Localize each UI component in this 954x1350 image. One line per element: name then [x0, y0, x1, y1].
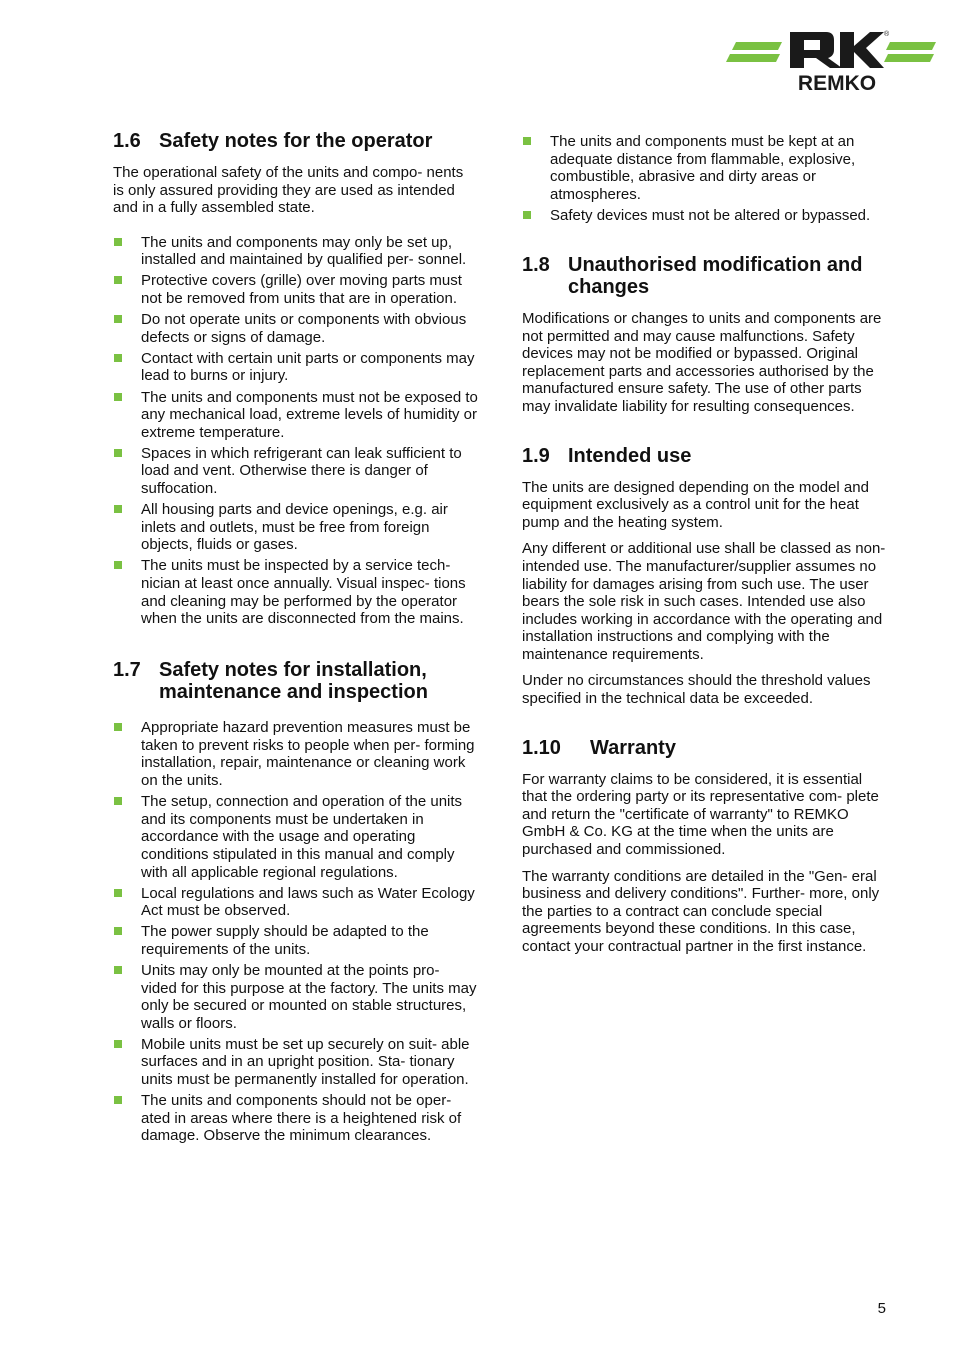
section-number: 1.9 [522, 444, 550, 467]
section-number: 1.8 [522, 253, 550, 276]
list-item: Contact with certain unit parts or components may lead to burns or injury. [113, 350, 478, 385]
remko-logo [724, 28, 938, 94]
list-item: Safety devices must not be altered or bypassed. [522, 207, 890, 225]
list-item: The units and components must be kept at an adequate distance from flammable, explosive, combustible, abrasive and dirty areas or atmospheres. [522, 133, 890, 203]
list-item: The power supply should be adapted to the requirements of the units. [113, 923, 478, 958]
list-item: The units and components should not be oper- ated in areas where there is a heightened risk of damage. Observe the minimum clearances. [113, 1092, 478, 1145]
bullet-icon [114, 276, 122, 284]
bullet-icon [114, 927, 122, 935]
remko-logo-graphic [724, 28, 938, 94]
paragraph: Any different or additional use shall be classed as non-intended use. The manufacturer/supplier assumes no liability for damages arising from such use. The user bears the sole risk in such cases. Intended use also includes working in accordance with the operating and installation instructions and complying with the maintenance requirements. [522, 540, 886, 663]
bullet-icon [114, 449, 122, 457]
section-number: 1.10 [522, 736, 561, 759]
paragraph: Modifications or changes to units and components are not permitted and may cause malfunctions. Safety devices may not be modified or bypassed. Original replacement parts and accessories authorised by the manufactured ensure safety. The use of other parts may invalidate liability for resulting consequences. [522, 309, 882, 415]
logo-text: REMKO [797, 72, 877, 94]
section-number: 1.7 [113, 659, 141, 682]
list-item: All housing parts and device openings, e.g. air inlets and outlets, must be free from foreign objects, fluids or gases. [113, 501, 478, 554]
bullet-icon [523, 137, 531, 145]
bullet-list [113, 719, 478, 1145]
list-item: Local regulations and laws such as Water Ecology Act must be observed. [113, 885, 478, 920]
bullet-icon [114, 797, 122, 805]
list-item: The units and components must not be exposed to any mechanical load, extreme levels of humidity or extreme temperature. [113, 389, 478, 442]
paragraph: The warranty conditions are detailed in the "Gen- eral business and delivery conditions". Further- more, only the parties to a contract can conclude special agreements beyond these conditions. In this case, contact your contractual partner in the first instance. [522, 867, 880, 955]
section-title: Safety notes for installation, maintenance and inspection [159, 659, 428, 704]
bullet-icon [114, 238, 122, 246]
list-item: The units must be inspected by a service tech- nician at least once annually. Visual inspec- tions and cleaning may be performed by the operator when the units are disconnected from the mains. [113, 557, 478, 627]
list-item: Units may only be mounted at the points pro- vided for this purpose at the factory. The units may only be secured or mounted on stable structures, walls or floors. [113, 962, 478, 1032]
page-number: 5 [877, 1300, 886, 1317]
paragraph: The operational safety of the units and compo- nents is only assured providing they are used as intended and in a fully assembled state. [113, 164, 464, 217]
paragraph: The units are designed depending on the model and equipment exclusively as a control unit for the heat pump and the heating system. [522, 478, 869, 531]
section-number: 1.6 [113, 130, 141, 152]
section-heading [522, 254, 890, 298]
right-column [522, 133, 890, 965]
paragraph: For warranty claims to be considered, it is essential that the ordering party or its representative com- plete and return the "certificate of warranty" to REMKO GmbH & Co. KG at the time when the units are purchased and commissioned. [522, 770, 879, 859]
bullet-icon [114, 889, 122, 897]
section-title: Unauthorised modification and changes [568, 253, 863, 298]
section-1-7 [113, 659, 478, 1145]
section-heading [522, 737, 890, 759]
bullet-list [522, 133, 890, 224]
bullet-icon [114, 354, 122, 362]
list-item: The units and components may only be set up, installed and maintained by qualified per- sonnel. [113, 234, 478, 269]
section-title: Warranty [590, 736, 676, 759]
list-item: Mobile units must be set up securely on suit- able surfaces and in an upright position. Sta- tionary units must be permanently installed for operation. [113, 1036, 478, 1089]
bullet-icon [114, 1096, 122, 1104]
bullet-icon [114, 315, 122, 323]
section-title: Safety notes for the operator [159, 130, 433, 152]
svg-text:®: ® [884, 31, 890, 38]
section-heading [113, 130, 478, 152]
list-item: Appropriate hazard prevention measures must be taken to prevent risks to people when per- forming installation, repair, maintenance or cleaning work on the units. [113, 719, 478, 789]
bullet-icon [114, 1040, 122, 1048]
section-1-10 [522, 737, 890, 956]
section-title: Intended use [568, 444, 692, 467]
section-1-9 [522, 445, 890, 708]
list-item: Protective covers (grille) over moving parts must not be removed from units that are in operation. [113, 272, 478, 307]
bullet-list [113, 234, 478, 628]
bullet-icon [523, 211, 531, 219]
section-heading [113, 659, 478, 703]
section-1-6 [113, 130, 478, 628]
section-1-8 [522, 254, 890, 416]
left-column [113, 130, 478, 1148]
paragraph: Under no circumstances should the threshold values specified in the technical data be exceeded. [522, 672, 871, 708]
bullet-icon [114, 505, 122, 513]
bullet-icon [114, 966, 122, 974]
bullet-icon [114, 723, 122, 731]
list-item: The setup, connection and operation of the units and its components must be undertaken in accordance with the usage and operating conditions stipulated in this manual and comply with all applicable regional regulations. [113, 793, 478, 881]
list-item: Spaces in which refrigerant can leak sufficient to load and vent. Otherwise there is danger of suffocation. [113, 445, 478, 498]
bullet-icon [114, 561, 122, 569]
bullet-icon [114, 393, 122, 401]
list-item: Do not operate units or components with obvious defects or signs of damage. [113, 311, 478, 346]
section-heading [522, 445, 890, 467]
